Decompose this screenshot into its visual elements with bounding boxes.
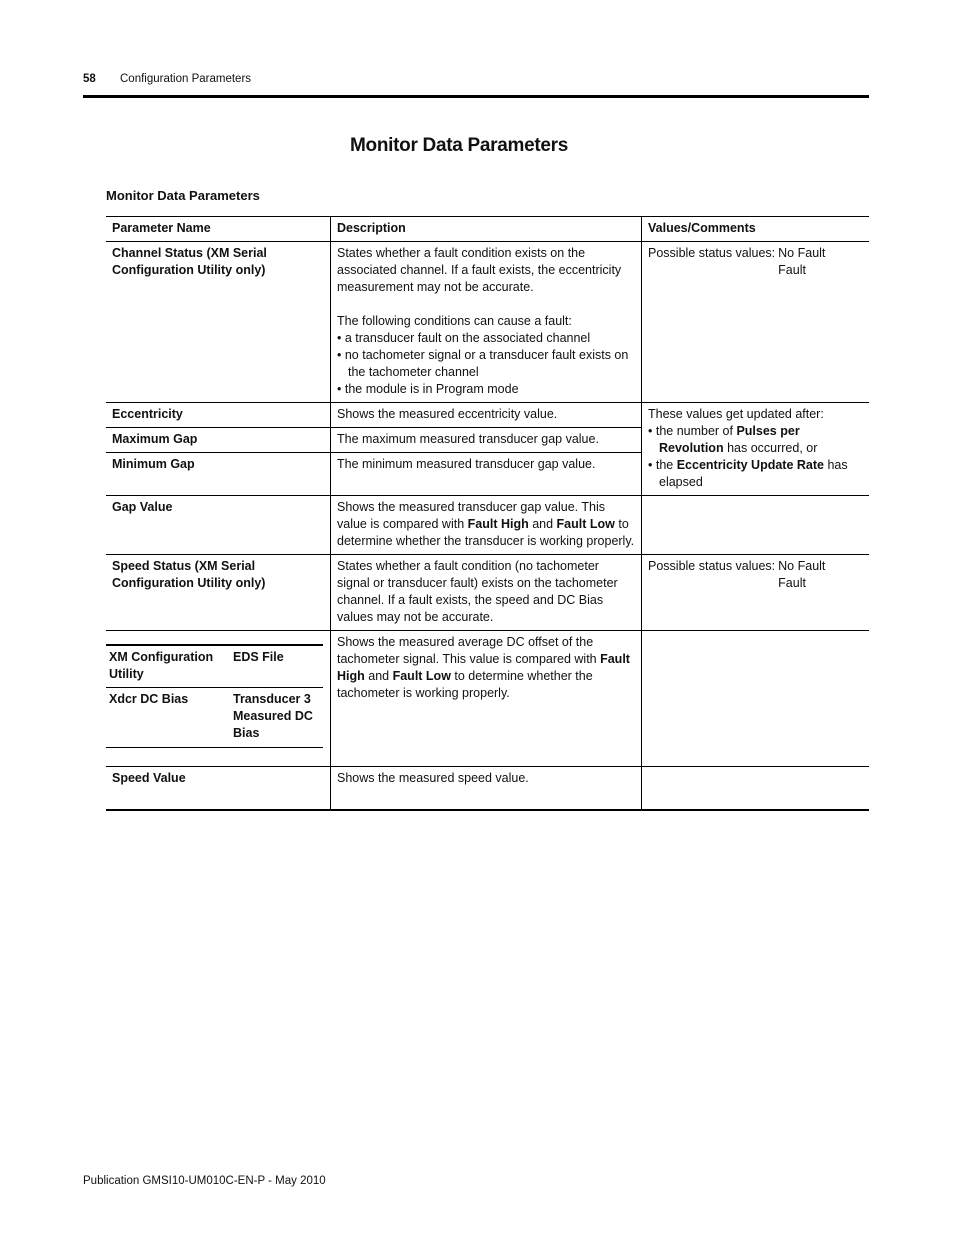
table-caption: Monitor Data Parameters (106, 188, 260, 203)
parameters-table (106, 216, 869, 811)
section-title: Configuration Parameters (120, 73, 252, 85)
param-description: Shows the measured speed value. (331, 767, 642, 811)
param-name: Minimum Gap (106, 453, 331, 496)
name-mapping-subtable (106, 644, 323, 748)
col-header-parameter-name: Parameter Name (106, 217, 331, 242)
update-note-intro: These values get updated after: (648, 407, 824, 421)
param-name-subtable-cell (106, 631, 331, 767)
desc-paragraph: States whether a fault condition exists on the associated channel. If a fault exists, the eccentricity measurement may not be accurate. (337, 246, 622, 294)
status-value: No Fault (778, 559, 826, 573)
param-name: Speed Value (106, 767, 331, 811)
publication-footer: Publication GMSI10-UM010C-EN-P - May 2010 (83, 1175, 326, 1187)
param-description: States whether a fault condition (no tachometer signal or transducer fault) exists on the tachometer channel. If a fault exists, the speed and DC Bias values may not be accurate. (331, 555, 642, 631)
status-value: Fault (778, 263, 806, 277)
param-values (642, 496, 870, 555)
param-name: Eccentricity (106, 403, 331, 428)
bullet-item: • the module is in Program mode (337, 382, 519, 396)
bullet-item: • the number of Pulses per Revolution has occurred, or (648, 424, 818, 455)
table-row-speed-status (106, 555, 869, 631)
status-values-label: Possible status values: (648, 559, 776, 573)
param-values (642, 242, 870, 403)
table-row-channel-status (106, 242, 869, 403)
table-row-eccentricity (106, 403, 869, 428)
status-values-label: Possible status values: (648, 246, 776, 260)
subtable-header: XM Configuration Utility (106, 645, 230, 688)
status-value: No Fault (778, 246, 826, 260)
param-description (331, 242, 642, 403)
table-row-speed-value (106, 767, 869, 811)
bullet-item: • no tachometer signal or a transducer fault exists on the tachometer channel (337, 348, 629, 379)
param-description: Shows the measured transducer gap value. This value is compared with Fault High and Fault Low to determine whether the transducer is working properly. (331, 496, 642, 555)
table-header-row (106, 217, 869, 242)
col-header-description: Description (331, 217, 642, 242)
param-values (642, 767, 870, 811)
param-name: Maximum Gap (106, 428, 331, 453)
bullet-item: • the Eccentricity Update Rate has elapsed (648, 458, 848, 489)
page-number: 58 (83, 73, 96, 85)
param-description: The minimum measured transducer gap value. (331, 453, 642, 496)
param-description: Shows the measured eccentricity value. (331, 403, 642, 428)
param-values (642, 631, 870, 767)
subtable-header: EDS File (230, 645, 323, 688)
header-rule (83, 95, 869, 98)
param-name: Gap Value (106, 496, 331, 555)
param-name: Channel Status (XM Serial Configuration Utility only) (106, 242, 331, 403)
desc-paragraph: The following conditions can cause a fault: (337, 314, 572, 328)
param-description: The maximum measured transducer gap value. (331, 428, 642, 453)
bullet-item: • a transducer fault on the associated channel (337, 331, 591, 345)
subtable-cell: Xdcr DC Bias (106, 688, 230, 748)
table-row-dc-bias (106, 631, 869, 767)
param-values (642, 555, 870, 631)
page-title: Monitor Data Parameters (350, 135, 569, 156)
param-name: Speed Status (XM Serial Configuration Utility only) (106, 555, 331, 631)
param-values-update-note (642, 403, 870, 496)
status-value: Fault (778, 576, 806, 590)
running-header (83, 73, 252, 85)
col-header-values-comments: Values/Comments (642, 217, 870, 242)
param-description: Shows the measured average DC offset of the tachometer signal. This value is compared with Fault High and Fault Low to determine whether the tachometer is working properly. (331, 631, 642, 767)
subtable-cell: Transducer 3 Measured DC Bias (230, 688, 323, 748)
table-row-gap-value (106, 496, 869, 555)
